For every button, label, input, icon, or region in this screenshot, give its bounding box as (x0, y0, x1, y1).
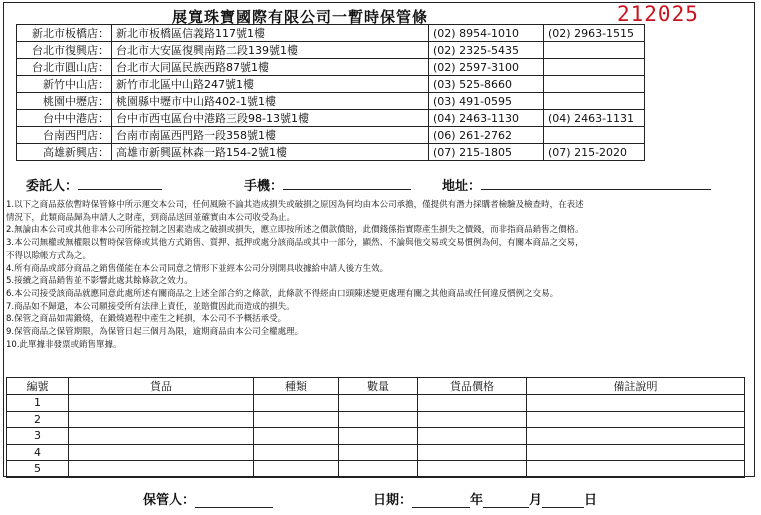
terms-line: 情況下，此類商品歸為申請人之財產，到商品送回並確實由本公司收受為止。 (6, 212, 296, 223)
item-quantity-cell[interactable] (339, 411, 418, 428)
header-goods: 貨品 (69, 378, 254, 395)
store-row (17, 93, 645, 110)
store-phone-2: (04) 2463-1131 (544, 110, 645, 127)
store-row (17, 59, 645, 76)
mobile-field[interactable] (244, 175, 283, 194)
store-phone-1: (04) 2463-1130 (429, 110, 544, 127)
item-quantity-cell[interactable] (339, 461, 418, 478)
custodian-blank[interactable] (195, 493, 273, 508)
consignor-blank[interactable] (78, 175, 162, 190)
store-row (17, 76, 645, 93)
item-goods-cell[interactable] (69, 411, 254, 428)
item-type-cell[interactable] (254, 428, 339, 445)
day-blank[interactable] (542, 493, 584, 508)
store-phone-2 (544, 127, 645, 144)
day-label: 日 (584, 493, 598, 508)
item-quantity-cell[interactable] (339, 444, 418, 461)
mobile-label: 手機： (244, 179, 284, 194)
store-phone-1: (07) 215-1805 (429, 144, 544, 161)
item-quantity-cell[interactable] (339, 395, 418, 412)
store-row (17, 144, 645, 161)
header-type: 種類 (254, 378, 339, 395)
terms-line: 不得以賒帳方式為之。 (6, 250, 92, 261)
item-price-cell[interactable] (418, 428, 527, 445)
store-row (17, 110, 645, 127)
item-row (7, 411, 745, 428)
item-number: 4 (7, 444, 69, 461)
item-goods-cell[interactable] (69, 444, 254, 461)
custodian-label: 保管人： (143, 493, 196, 508)
item-goods-cell[interactable] (69, 395, 254, 412)
address-field[interactable] (442, 175, 481, 194)
store-address: 高雄市新興區林森一路154-2號1樓 (112, 144, 429, 161)
terms-line: 7.商品如不歸還，本公司願接受所有法律上責任，並賠償因此而造成的損失。 (6, 301, 295, 312)
terms-line: 8.保管之商品如需鍛燒，在鍛燒過程中產生之耗損，本公司不予概括承受。 (6, 314, 287, 325)
store-address: 台中市西屯區台中港路三段98-13號1樓 (112, 110, 429, 127)
serial-number: 212025 (617, 2, 699, 26)
terms-line: 1.以下之商品茲依暫時保管條中所示運交本公司，任何風險不論其造成損失或破損之原因為何均由本公司承擔，僅提供有潛力採購者檢驗及檢查時，在表述 (6, 200, 584, 210)
store-phone-2 (544, 93, 645, 110)
item-goods-cell[interactable] (69, 461, 254, 478)
address-label: 地址： (442, 179, 482, 194)
store-row (17, 127, 645, 144)
terms-line: 4.所有商品或部分商品之銷售僅能在本公司同意之情形下並經本公司分別開具收據給申請人後方生效。 (6, 263, 389, 274)
item-price-cell[interactable] (418, 444, 527, 461)
item-remarks-cell[interactable] (527, 411, 745, 428)
terms-line: 5.接續之商品銷售並不影響此處其餘條款之效力。 (6, 276, 193, 287)
header-quantity: 數量 (339, 378, 418, 395)
item-number: 2 (7, 411, 69, 428)
item-remarks-cell[interactable] (527, 395, 745, 412)
store-name: 桃園中壢店： (17, 93, 112, 110)
address-blank[interactable] (481, 175, 711, 190)
item-number: 1 (7, 395, 69, 412)
item-remarks-cell[interactable] (527, 444, 745, 461)
store-phone-2: (02) 2963-1515 (544, 25, 645, 42)
store-name: 台中中港店： (17, 110, 112, 127)
store-name: 高雄新興店： (17, 144, 112, 161)
store-list-table (16, 24, 645, 161)
month-label: 月 (529, 493, 543, 508)
item-remarks-cell[interactable] (527, 428, 745, 445)
item-row (7, 428, 745, 445)
store-phone-1: (03) 491-0595 (429, 93, 544, 110)
item-price-cell[interactable] (418, 461, 527, 478)
store-phone-2 (544, 59, 645, 76)
store-row (17, 42, 645, 59)
store-phone-1: (02) 2325-5435 (429, 42, 544, 59)
date-label: 日期： (373, 493, 413, 508)
store-name: 台北市復興店： (17, 42, 112, 59)
month-blank[interactable] (483, 493, 529, 508)
item-type-cell[interactable] (254, 411, 339, 428)
terms-line: 6.本公司接受該商品就應同意此處所述有關商品之上述全部合約之條款，此條款不得經由口頭陳述變更處理有關之其他商品或任何違反慣例之交易。 (6, 288, 559, 299)
item-price-cell[interactable] (418, 411, 527, 428)
year-blank[interactable] (412, 493, 470, 508)
store-phone-1: (02) 8954-1010 (429, 25, 544, 42)
item-type-cell[interactable] (254, 444, 339, 461)
store-address: 台北市大安區復興南路二段139號1樓 (112, 42, 429, 59)
items-table (6, 377, 745, 478)
store-address: 新竹市北區中山路247號1樓 (112, 76, 429, 93)
store-name: 台南西門店： (17, 127, 112, 144)
store-phone-1: (06) 261-2762 (429, 127, 544, 144)
item-row (7, 395, 745, 412)
store-phone-2: (07) 215-2020 (544, 144, 645, 161)
store-phone-2 (544, 76, 645, 93)
header-remarks: 備註說明 (527, 378, 745, 395)
form-title: 展寬珠寶國際有限公司一暫時保管條 (171, 8, 428, 26)
mobile-blank[interactable] (283, 175, 411, 190)
store-phone-2 (544, 42, 645, 59)
items-header-row (7, 378, 745, 395)
store-phone-1: (02) 2597-3100 (429, 59, 544, 76)
store-address: 桃園縣中壢市中山路402-1號1樓 (112, 93, 429, 110)
store-name: 新北市板橋店： (17, 25, 112, 42)
terms-line: 2.無論由本公司或其他非本公司所能控制之因素造成之破損或損失，應立即按所述之價款償賠，此價錢係指實際產生損失之價錢，而非指商品銷售之價格。 (6, 225, 584, 236)
item-price-cell[interactable] (418, 395, 527, 412)
terms-line: 9.保管商品之保管期限，為保管日起三個月為限，逾期商品由本公司全權處理。 (6, 327, 304, 338)
store-phone-1: (03) 525-8660 (429, 76, 544, 93)
terms-text (6, 199, 751, 351)
store-name: 新竹中山店： (17, 76, 112, 93)
store-name: 台北市圓山店： (17, 59, 112, 76)
header-number: 編號 (7, 378, 69, 395)
item-type-cell[interactable] (254, 461, 339, 478)
header-price: 貨品價格 (418, 378, 527, 395)
item-quantity-cell[interactable] (339, 428, 418, 445)
date-field[interactable] (373, 489, 597, 508)
store-row (17, 25, 645, 42)
item-goods-cell[interactable] (69, 428, 254, 445)
item-type-cell[interactable] (254, 395, 339, 412)
item-remarks-cell[interactable] (527, 461, 745, 478)
item-number: 3 (7, 428, 69, 445)
year-label: 年 (470, 493, 484, 508)
item-number: 5 (7, 461, 69, 478)
store-address: 台南市南區西門路一段358號1樓 (112, 127, 429, 144)
terms-line: 10.此單據非發票或銷售單據。 (6, 339, 122, 350)
item-row (7, 461, 745, 478)
consignor-field[interactable] (26, 175, 78, 194)
terms-line: 3.本公司無權或無權限以暫時保管條或其他方式銷售、質押、抵押或處分該商品或其中一部分，顯然、不論與他交易或交易慣例為何，有關本商品之交易， (6, 238, 584, 249)
consignor-label: 委託人： (26, 179, 79, 194)
store-address: 新北市板橋區信義路117號1樓 (112, 25, 429, 42)
custodian-field[interactable] (143, 489, 273, 508)
item-row (7, 444, 745, 461)
store-address: 台北市大同區民族西路87號1樓 (112, 59, 429, 76)
